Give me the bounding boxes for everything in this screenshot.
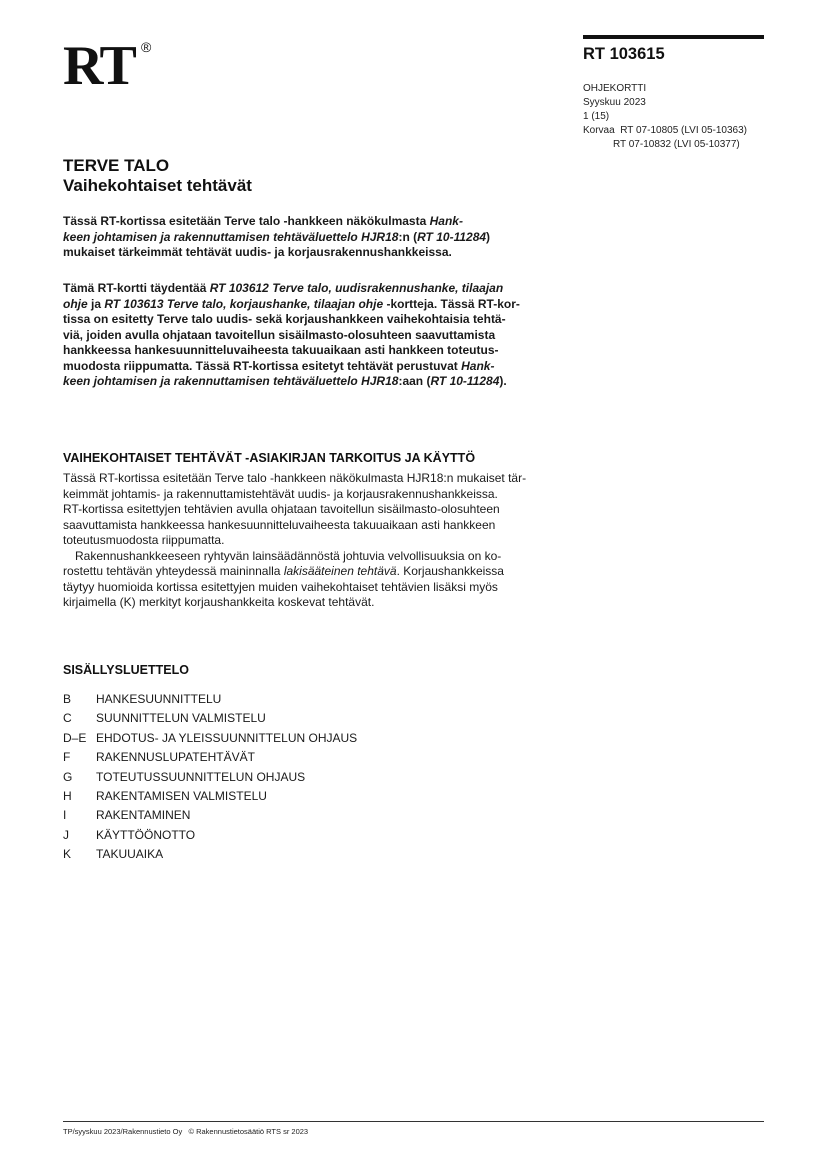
toc-item xyxy=(63,729,357,748)
intro2-italic: Hank- xyxy=(461,358,495,373)
toc-item xyxy=(63,690,357,709)
intro-paragraph-2 xyxy=(63,281,523,390)
toc-item xyxy=(63,845,357,864)
toc-code: J xyxy=(63,827,69,842)
card-replaces-1: Korvaa RT 07-10805 (LVI 05-10363) xyxy=(583,125,747,136)
toc-label: EHDOTUS- JA YLEISSUUNNITTELUN OHJAUS xyxy=(96,730,358,745)
rt-logo xyxy=(63,35,152,97)
toc-code: C xyxy=(63,711,72,726)
intro2-text: tissa on esitetty Terve talo uudis- sekä korjaushankkeen vaihekohtaisia tehtä- xyxy=(63,312,506,326)
title-line-1: TERVE TALO xyxy=(63,156,170,175)
card-page: 1 (15) xyxy=(583,111,610,122)
intro2-italic: keen johtamisen ja rakennuttamisen tehtäväluettelo HJR18 xyxy=(63,374,399,388)
toc-label: RAKENTAMINEN xyxy=(96,808,191,823)
section1-text: kirjaimella (K) merkityt korjaushankkeita koskevat tehtävät. xyxy=(63,595,375,609)
header-rule xyxy=(583,35,764,39)
intro2-text: viä, joiden avulla ohjataan tavoitellun sisäilmasto-olosuhteen saavuttamista xyxy=(63,327,496,342)
section-heading-purpose: VAIHEKOHTAISET TEHTÄVÄT -ASIAKIRJAN TARKOITUS JA KÄYTTÖ xyxy=(63,451,476,465)
footer-text: TP/syyskuu 2023/Rakennustieto Oy © Rakennustietosäätiö RTS sr 2023 xyxy=(63,1127,309,1136)
toc-label: RAKENNUSLUPATEHTÄVÄT xyxy=(96,750,255,765)
toc-heading: SISÄLLYSLUETTELO xyxy=(63,663,189,677)
intro2-italic: RT 103612 Terve talo, uudisrakennushanke, tilaajan xyxy=(209,281,504,295)
toc-code: F xyxy=(63,750,71,765)
intro1-text: :n ( xyxy=(398,229,418,244)
section1-text: . Korjaushankkeissa xyxy=(396,564,504,578)
intro2-text: ja xyxy=(87,296,105,311)
toc-item xyxy=(63,748,357,767)
section1-italic: lakisääteinen tehtävä xyxy=(283,564,397,578)
intro2-text: muodosta riippumatta. Tässä RT-kortissa esitetyt tehtävät perustuvat xyxy=(63,358,462,373)
intro1-italic: RT 10-11284 xyxy=(417,229,487,244)
toc-label: RAKENTAMISEN VALMISTELU xyxy=(96,788,267,803)
intro1-text: mukaiset tärkeimmät tehtävät uudis- ja korjausrakennushankkeissa. xyxy=(63,245,452,259)
intro1-italic: Hank- xyxy=(429,214,463,228)
card-replaces-2: RT 07-10832 (LVI 05-10377) xyxy=(613,139,740,150)
toc-label: KÄYTTÖÖNOTTO xyxy=(96,827,196,842)
toc-code: D–E xyxy=(63,730,87,745)
intro1-text: ) xyxy=(486,229,491,244)
table-of-contents xyxy=(63,690,357,865)
toc-code: H xyxy=(63,788,72,803)
section1-text: täytyy huomioida kortissa esitettyjen muiden vaihekohtaiset tehtävien lisäksi myös xyxy=(63,579,498,594)
toc-label: SUUNNITTELUN VALMISTELU xyxy=(96,711,266,726)
rt-logo-text: RT xyxy=(63,35,135,97)
card-meta xyxy=(583,82,747,152)
section1-text: saavuttamista hankkeessa hankesuunnitteluvaiheesta takuuaikaan asti hankkeen xyxy=(63,517,496,532)
toc-code: B xyxy=(63,692,72,706)
toc-code: K xyxy=(63,847,72,862)
section1-text: Rakennushankkeeseen ryhtyvän lainsäädännöstä johtuvia velvollisuuksia on ko- xyxy=(75,548,502,563)
registered-mark: ® xyxy=(141,39,152,55)
intro2-italic: RT 103613 Terve talo, korjaushanke, tilaajan ohje xyxy=(104,296,384,311)
intro1-text: Tässä RT-kortissa esitetään Terve talo -hankkeen näkökulmasta xyxy=(63,214,430,228)
intro2-italic: ohje xyxy=(63,296,88,311)
toc-item xyxy=(63,709,357,728)
toc-label: TAKUUAIKA xyxy=(96,847,164,862)
intro2-text: ). xyxy=(499,374,507,388)
section1-text: RT-kortissa esitettyjen tehtävien avulla ohjataan tavoitellun sisäilmasto-olosuhteen xyxy=(63,502,500,516)
intro2-italic: RT 10-11284 xyxy=(430,374,500,388)
toc-item xyxy=(63,787,357,806)
card-number: RT 103615 xyxy=(583,45,665,63)
toc-code: G xyxy=(63,769,73,784)
intro2-text: :aan ( xyxy=(398,374,431,388)
toc-item xyxy=(63,806,357,825)
section1-text: toteutusmuodosta riippumatta. xyxy=(63,533,225,547)
section-body-purpose xyxy=(63,471,527,611)
toc-label: TOTEUTUSSUUNNITTELUN OHJAUS xyxy=(96,769,306,784)
intro1-italic: keen johtamisen ja rakennuttamisen tehtäväluettelo HJR18 xyxy=(63,229,399,244)
toc-label: HANKESUUNNITTELU xyxy=(96,692,222,706)
section1-text: keimmät johtamis- ja rakennuttamistehtävät uudis- ja korjausrakennushankkeissa. xyxy=(63,486,498,501)
footer-rule xyxy=(63,1121,764,1122)
section1-text: Tässä RT-kortissa esitetään Terve talo -hankkeen näkökulmasta HJR18:n mukaiset tär- xyxy=(63,471,527,485)
card-date: Syyskuu 2023 xyxy=(583,97,646,108)
intro2-text: -kortteja. Tässä RT-kor- xyxy=(383,296,520,311)
toc-code: I xyxy=(63,808,67,823)
toc-item xyxy=(63,826,357,845)
intro-paragraph-1 xyxy=(63,214,523,261)
intro2-text: hankkeessa hankesuunnitteluvaiheesta takuuaikaan asti hankkeen toteutus- xyxy=(63,343,499,357)
intro2-text: Tämä RT-kortti täydentää xyxy=(63,281,210,295)
section1-text: rostettu tehtävän yhteydessä maininnalla xyxy=(63,564,284,578)
title-line-2: Vaihekohtaiset tehtävät xyxy=(63,176,252,195)
card-type: OHJEKORTTI xyxy=(583,83,647,94)
document-title xyxy=(63,156,523,196)
toc-item xyxy=(63,768,357,787)
